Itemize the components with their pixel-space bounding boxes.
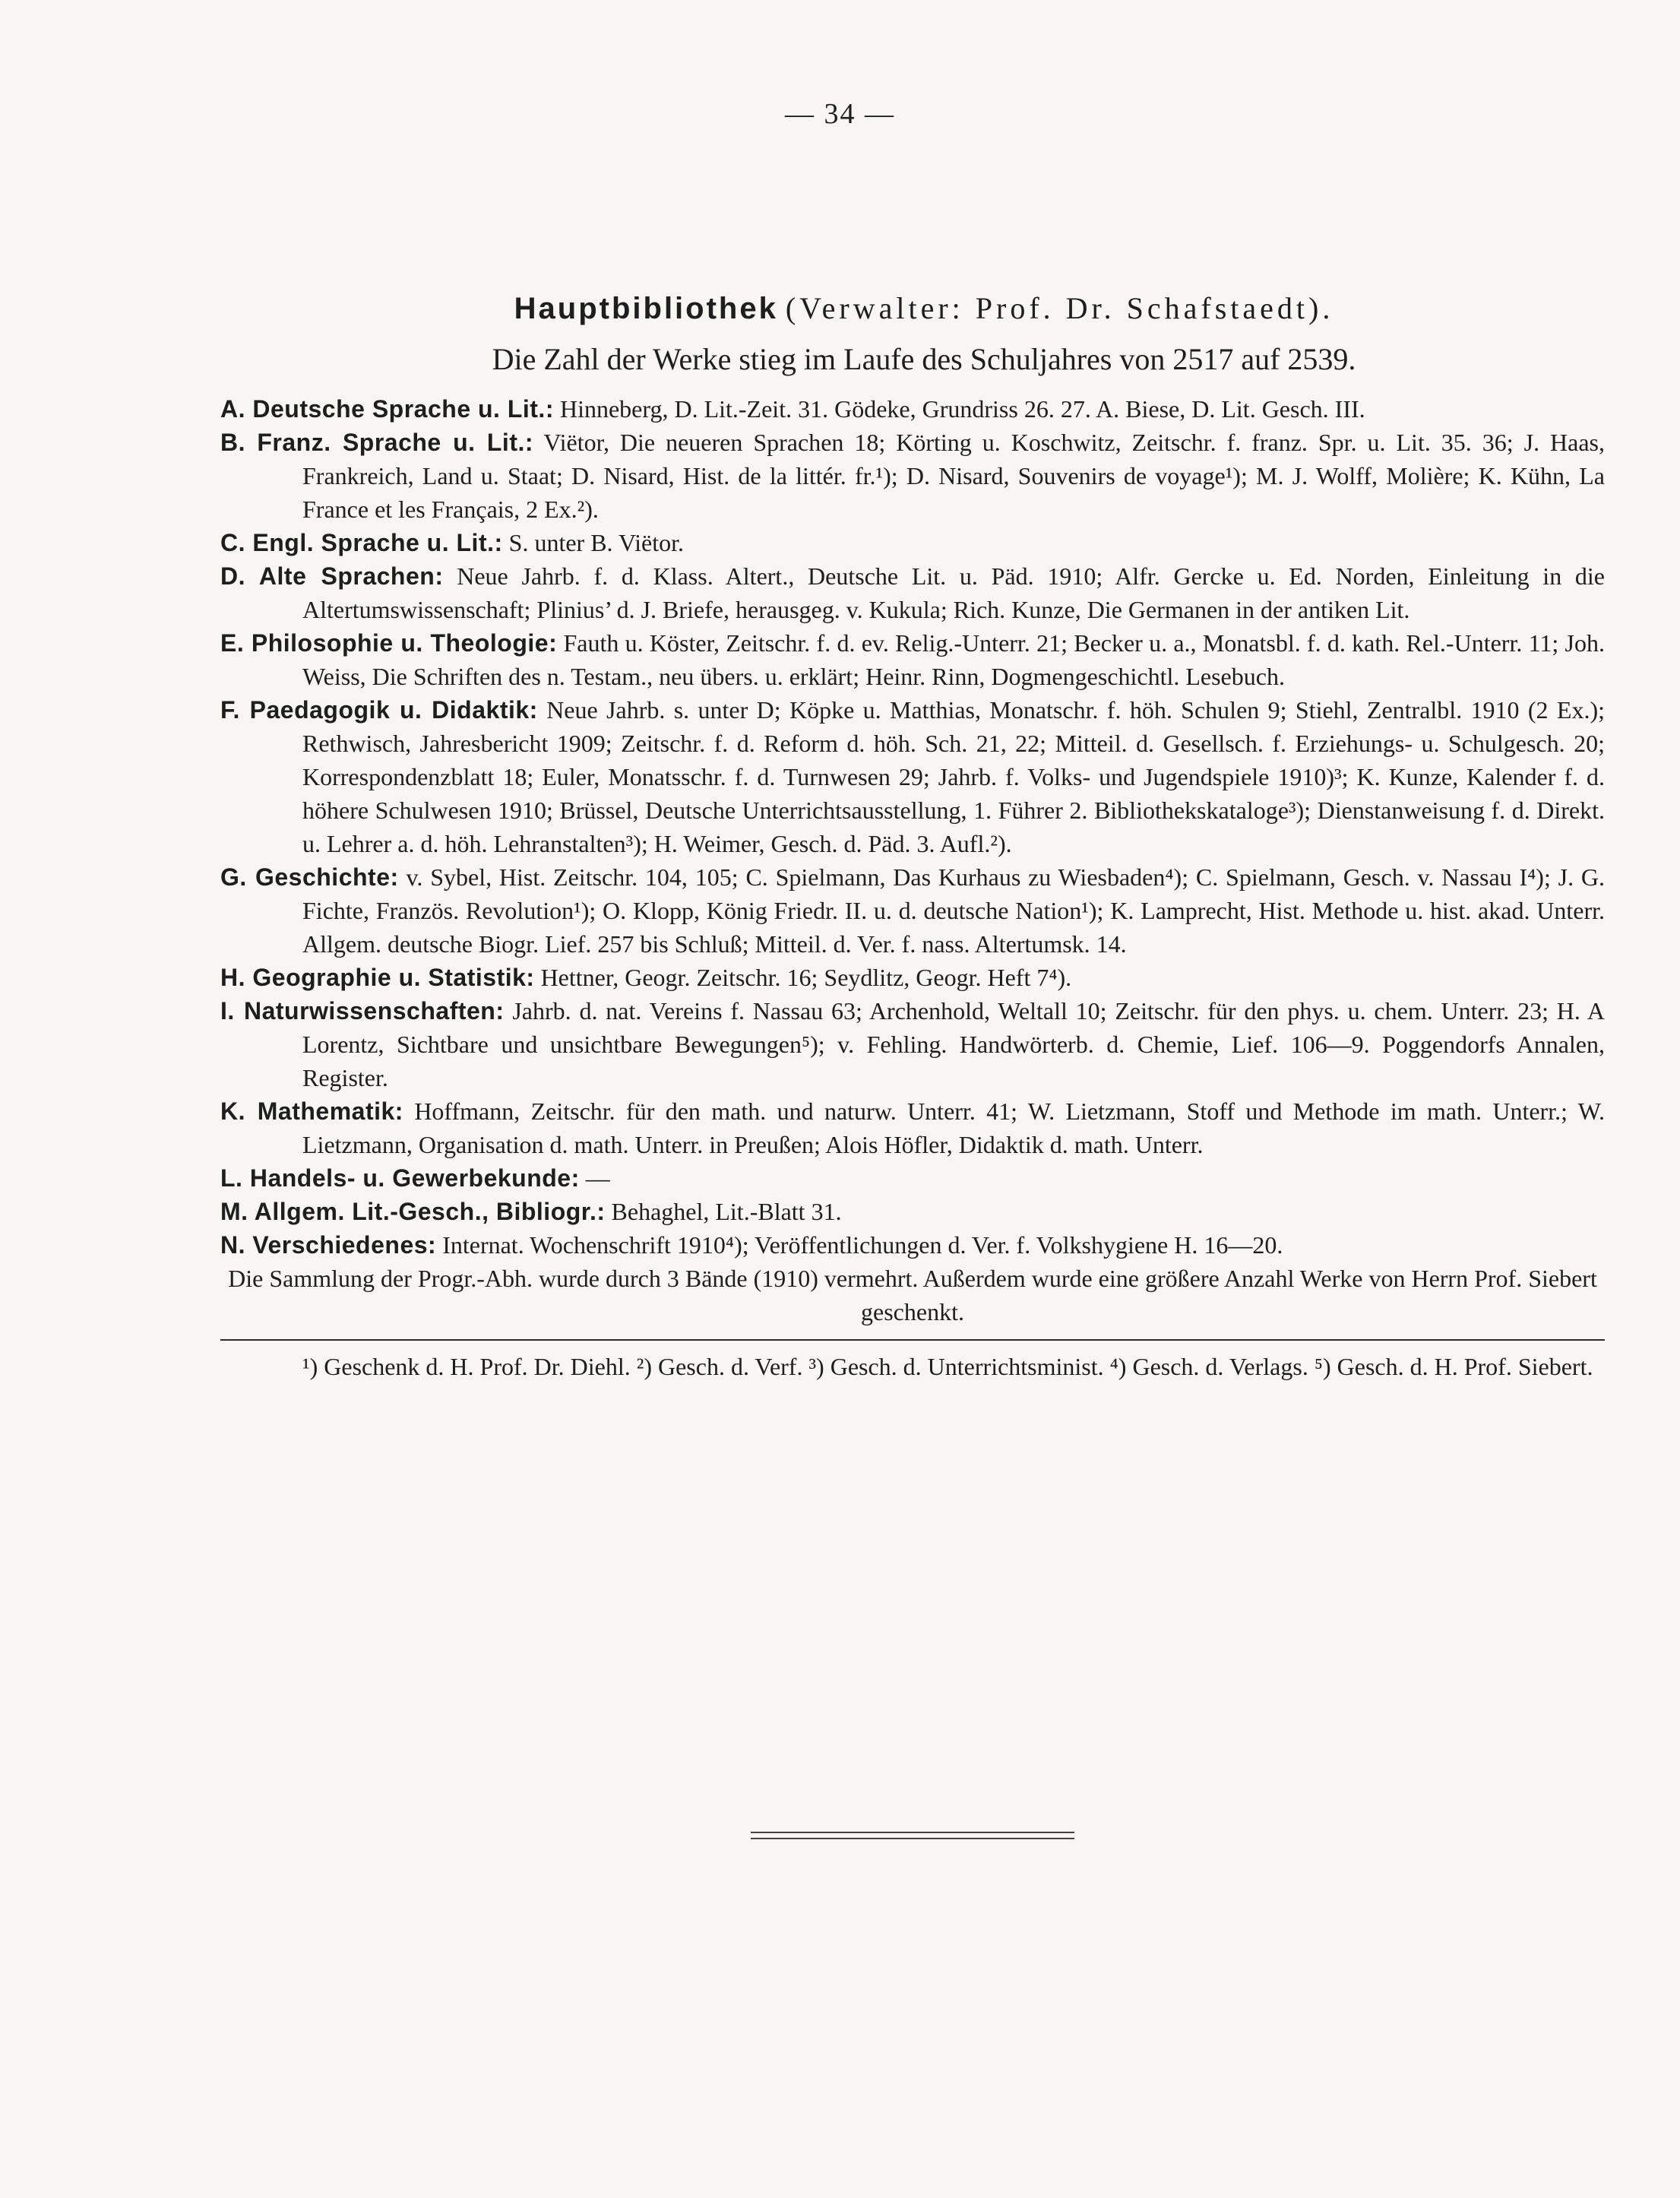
entry-text: Internat. Wochenschrift 1910⁴); Veröffentlichungen d. Ver. f. Volkshygiene H. 16—20. bbox=[442, 1231, 1283, 1259]
entry-text: Hettner, Geogr. Zeitschr. 16; Seydlitz, Geogr. Heft 7⁴). bbox=[540, 964, 1072, 991]
entry-d bbox=[220, 559, 1605, 626]
entry-text: Hinneberg, D. Lit.-Zeit. 31. Gödeke, Grundriss 26. 27. A. Biese, D. Lit. Gesch. III. bbox=[559, 395, 1365, 423]
section-subtitle: Die Zahl der Werke stieg im Laufe des Schuljahres von 2517 auf 2539. bbox=[492, 342, 1356, 376]
footnotes: ¹) Geschenk d. H. Prof. Dr. Diehl. ²) Gesch. d. Verf. ³) Gesch. d. Unterrichtsminist. ⁴) Gesch. d. Verlags. ⁵) Gesch. d. H. Prof. Siebert. bbox=[302, 1353, 1593, 1380]
entry-i bbox=[220, 994, 1605, 1094]
entry-label: E. Philosophie u. Theologie: bbox=[220, 629, 558, 657]
entry-label: G. Geschichte: bbox=[220, 863, 399, 891]
end-double-rule bbox=[751, 1832, 1074, 1839]
entry-label: B. Franz. Sprache u. Lit.: bbox=[220, 429, 534, 456]
entries-list bbox=[220, 392, 1605, 1262]
page-number: — 34 — bbox=[785, 98, 895, 130]
entry-g bbox=[220, 860, 1605, 961]
entry-label: C. Engl. Sprache u. Lit.: bbox=[220, 529, 503, 556]
library-report bbox=[220, 289, 1605, 1383]
entry-label: N. Verschiedenes: bbox=[220, 1231, 437, 1259]
entry-a bbox=[220, 392, 1605, 426]
entry-label: I. Naturwissenschaften: bbox=[220, 997, 505, 1025]
entry-label: M. Allgem. Lit.-Gesch., Bibliogr.: bbox=[220, 1198, 606, 1225]
entry-e bbox=[220, 626, 1605, 693]
section-title bbox=[243, 289, 1605, 328]
entry-b bbox=[220, 426, 1605, 526]
entry-text: S. unter B. Viëtor. bbox=[508, 529, 685, 556]
entry-m bbox=[220, 1195, 1605, 1228]
entry-text: Neue Jahrb. s. unter D; Köpke u. Matthias, Monatschr. f. höh. Schulen 9; Stiehl, Zentralbl. 1910 (2 Ex.); Rethwisch, Jahresbericht 1909; Zeitschr. f. d. Reform d. höh. Sch. 21, 22; Mitteil. d. Gesellsch. f. Erziehungs- u. Schulgesch. 20; Korrespondenzblatt 18; Euler, Monatsschr. f. d. Turnwesen 29; Jahrb. f. Volks- und Jugendspiele 1910)³; K. Kunze, Kalender f. d. höhere Schulwesen 1910; Brüssel, Deutsche Unterrichtsausstellung, 1. Führer 2. Bibliothekskataloge³); Dienstanweisung f. d. Direkt. u. Lehrer a. d. höh. Lehranstalten³); H. Weimer, Gesch. d. Päd. 3. Aufl.²). bbox=[302, 696, 1606, 857]
entry-label: D. Alte Sprachen: bbox=[220, 562, 444, 590]
entry-c bbox=[220, 526, 1605, 559]
footnote-divider bbox=[220, 1339, 1605, 1341]
entry-label: L. Handels- u. Gewerbekunde: bbox=[220, 1164, 580, 1192]
entry-label: H. Geographie u. Statistik: bbox=[220, 964, 535, 991]
entry-k bbox=[220, 1094, 1605, 1161]
section-title-rest: (Verwalter: Prof. Dr. Schafstaedt). bbox=[785, 291, 1334, 325]
entry-text: Fauth u. Köster, Zeitschr. f. d. ev. Relig.-Unterr. 21; Becker u. a., Monatsbl. f. d. kath. Rel.-Unterr. 11; Joh. Weiss, Die Schriften des n. Testam., neu übers. u. erklärt; Heinr. Rinn, Dogmengeschichtl. Lesebuch. bbox=[302, 629, 1606, 690]
closing-paragraph: Die Sammlung der Progr.-Abh. wurde durch 3 Bände (1910) vermehrt. Außerdem wurde eine größere Anzahl Werke von Herrn Prof. Siebert geschenkt. bbox=[228, 1265, 1597, 1325]
entry-text: Hoffmann, Zeitschr. für den math. und naturw. Unterr. 41; W. Lietzmann, Stoff und Methode im math. Unterr.; W. Lietzmann, Organisation d. math. Unterr. in Preußen; Alois Höfler, Didaktik d. math. Unterr. bbox=[302, 1097, 1606, 1158]
entry-text: Behaghel, Lit.-Blatt 31. bbox=[611, 1198, 842, 1225]
entry-text: Jahrb. d. nat. Vereins f. Nassau 63; Archenhold, Weltall 10; Zeitschr. für den phys. u. chem. Unterr. 23; H. A Lorentz, Sichtbare und unsichtbare Bewegungen⁵); v. Fehling. Handwörterb. d. Chemie, Lief. 106—9. Poggendorfs Annalen, Register. bbox=[302, 997, 1606, 1091]
entry-n bbox=[220, 1228, 1605, 1262]
entry-text: v. Sybel, Hist. Zeitschr. 104, 105; C. Spielmann, Das Kurhaus zu Wiesbaden⁴); C. Spielmann, Gesch. v. Nassau I⁴); J. G. Fichte, Französ. Revolution¹); O. Klopp, König Friedr. II. u. d. deutsche Nation¹); K. Lamprecht, Hist. Methode u. hist. akad. Unterr. Allgem. deutsche Biogr. Lief. 257 bis Schluß; Mitteil. d. Ver. f. nass. Altertumsk. 14. bbox=[302, 863, 1606, 958]
entry-label: K. Mathematik: bbox=[220, 1097, 403, 1125]
entry-text: — bbox=[585, 1164, 610, 1192]
entry-label: F. Paedagogik u. Didaktik: bbox=[220, 696, 538, 724]
entry-text: Neue Jahrb. f. d. Klass. Altert., Deutsche Lit. u. Päd. 1910; Alfr. Gercke u. Ed. Norden, Einleitung in die Altertumswissenschaft; Plinius’ d. J. Briefe, herausgeg. v. Kukula; Rich. Kunze, Die Germanen in der antiken Lit. bbox=[302, 562, 1606, 623]
entry-h bbox=[220, 961, 1605, 994]
entry-l bbox=[220, 1161, 1605, 1195]
entry-text: Viëtor, Die neueren Sprachen 18; Körting u. Koschwitz, Zeitschr. f. franz. Spr. u. Lit. 35. 36; J. Haas, Frankreich, Land u. Staat; D. Nisard, Hist. de la littér. fr.¹); D. Nisard, Souvenirs de voyage¹); M. J. Wolff, Molière; K. Kühn, La France et les Français, 2 Ex.²). bbox=[302, 429, 1606, 523]
entry-label: A. Deutsche Sprache u. Lit.: bbox=[220, 395, 554, 423]
section-title-head: Hauptbibliothek bbox=[514, 292, 778, 325]
entry-f bbox=[220, 693, 1605, 860]
